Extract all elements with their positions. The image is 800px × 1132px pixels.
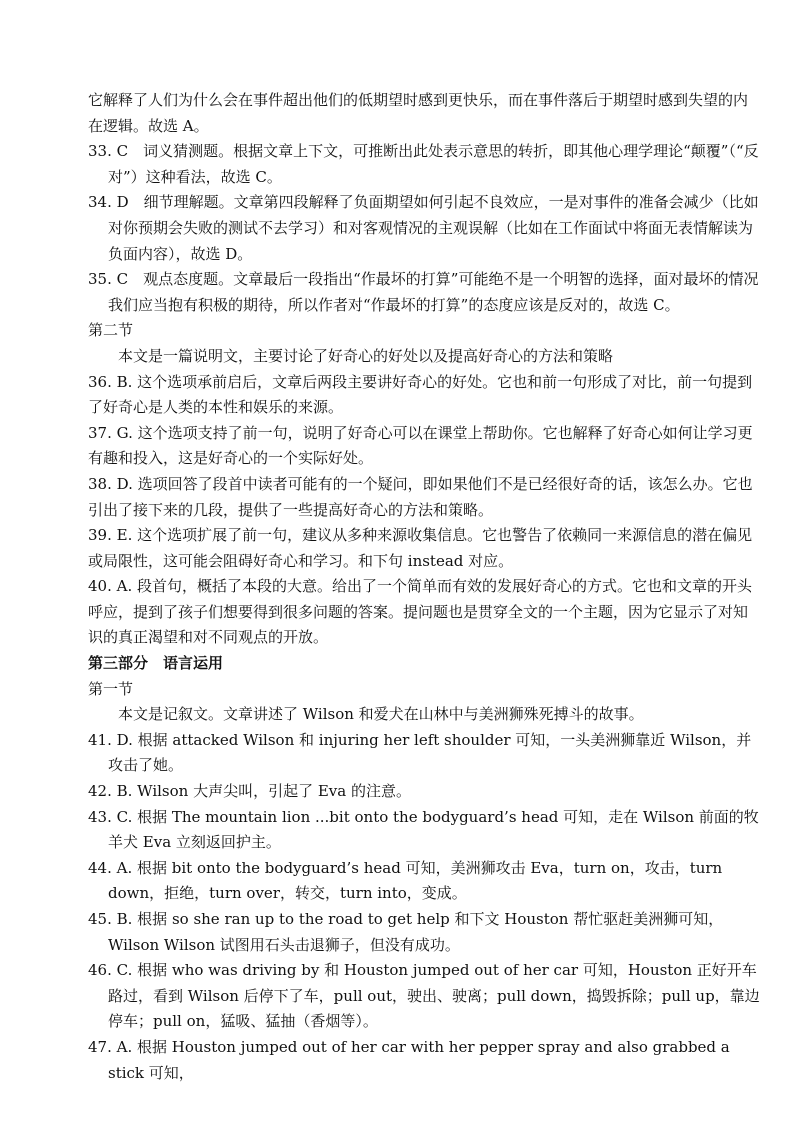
answer-42: 42. B. Wilson 大声尖叫，引起了 Eva 的注意。 — [88, 782, 411, 801]
section-1-intro: 本文是记叙文。文章讲述了 Wilson 和爱犬在山林中与美洲狮殊死搏斗的故事。 — [118, 705, 644, 724]
section-heading-2: 第二节 — [88, 321, 134, 340]
answer-36: 36. B. 这个选项承前启后，文章后两段主要讲好奇心的好处。它也和前一句形成了对比，前一句提到了好奇心是人类的本性和娱乐的来源。 — [88, 372, 753, 417]
answer-47: 47. A. 根据 Houston jumped out of her car with her pepper spray and also grabbed a stick 可知， — [88, 1037, 730, 1082]
answer-40: 40. A. 段首句，概括了本段的大意。给出了一个简单而有效的发展好奇心的方式。它也和文章的开头呼应，提到了孩子们想要得到很多问题的答案。提问题也是贯穿全文的一个主题，因为它显示了对知识的真正渴望和对不同观点的开放。 — [88, 577, 752, 647]
section-2-intro: 本文是一篇说明文，主要讨论了好奇心的好处以及提高好奇心的方法和策略 — [118, 346, 614, 365]
answer-41: 41. D. 根据 attacked Wilson 和 injuring her left shoulder 可知，一头美洲狮靠近 Wilson，并攻击了她。 — [88, 730, 752, 775]
answer-37: 37. G. 这个选项支持了前一句，说明了好奇心可以在课堂上帮助你。它也解释了好奇心如何让学习更有趣和投入，这是好奇心的一个实际好处。 — [88, 423, 753, 468]
answer-33: 33. C 词义猜测题。根据文章上下文，可推断出此处表示意思的转折，即其他心理学理论“颠覆”（“反对”）这种看法，故选 C。 — [88, 142, 759, 186]
answer-35: 35. C 观点态度题。文章最后一段指出“作最坏的打算”可能绝不是一个明智的选择，面对最坏的情况我们应当抱有积极的期待，所以作者对“作最坏的打算”的态度应该是反对的，故选 C。 — [88, 270, 759, 314]
section-heading-1: 第一节 — [88, 679, 134, 698]
part-3-heading: 第三部分 语言运用 — [88, 654, 224, 673]
paragraph-q32-continuation: 它解释了人们为什么会在事件超出他们的低期望时感到更快乐，而在事件落后于期望时感到失望的内在逻辑。故选 A。 — [88, 91, 749, 135]
answer-43: 43. C. 根据 The mountain lion ...bit onto the bodyguard’s head 可知，走在 Wilson 前面的牧羊犬 Eva 立刻返回护主。 — [88, 807, 759, 852]
answer-39: 39. E. 这个选项扩展了前一句，建议从多种来源收集信息。它也警告了依赖同一来源信息的潜在偏见或局限性，这可能会阻碍好奇心和学习。和下句 instead 对应。 — [88, 526, 753, 570]
answer-46: 46. C. 根据 who was driving by 和 Houston jumped out of her car 可知，Houston 正好开车路过，看到 Wilson 后停下了车，pull out，驶出、驶离；pull down，捣毁拆除；pull up，靠边停车；pull on，猛吸、猛抽（香烟等）。 — [88, 961, 760, 1031]
answer-45: 45. B. 根据 so she ran up to the road to get help 和下文 Houston 帮忙驱赶美洲狮可知，Wilson Wilson 试图用石头击退狮子，但没有成功。 — [88, 910, 724, 954]
answer-44: 44. A. 根据 bit onto the bodyguard’s head 可知，美洲狮攻击 Eva，turn on，攻击，turn down，拒绝，turn over，转交，turn into，变成。 — [88, 858, 723, 903]
answer-34: 34. D 细节理解题。文章第四段解释了负面期望如何引起不良效应，一是对事件的准备会减少（比如对你预期会失败的测试不去学习）和对客观情况的主观误解（比如在工作面试中将面无表情解读为负面内容），故选 D。 — [88, 193, 759, 263]
answer-38: 38. D. 选项回答了段首中读者可能有的一个疑问，即如果他们不是已经很好奇的话，该怎么办。它也引出了接下来的几段，提供了一些提高好奇心的方法和策略。 — [88, 474, 753, 519]
